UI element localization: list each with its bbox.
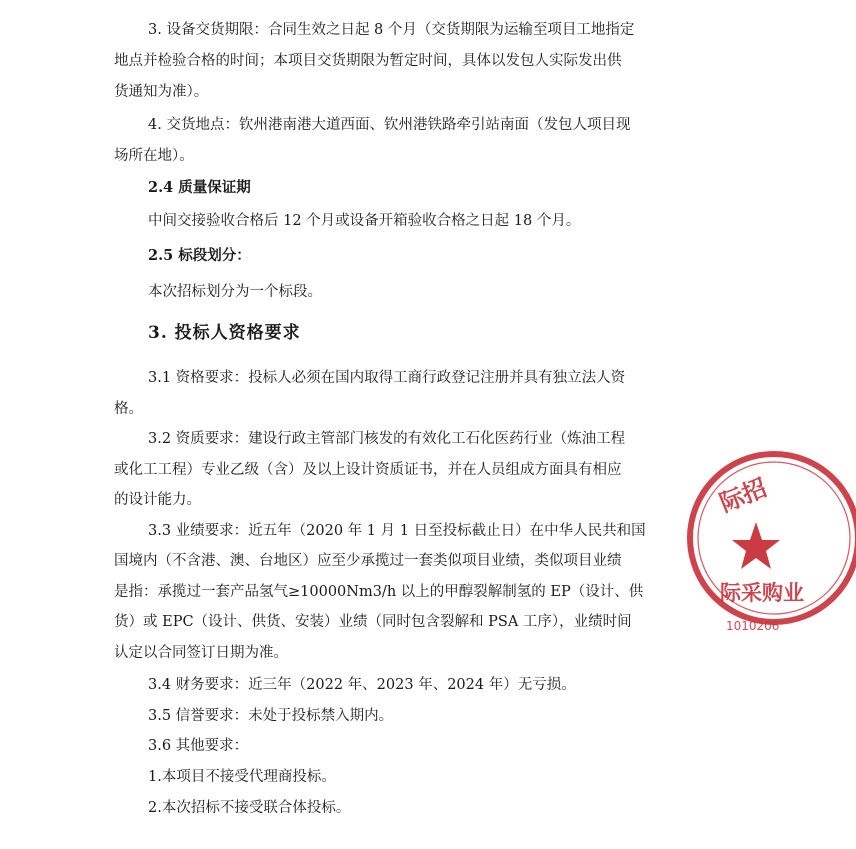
text-line: 3.4 财务要求：近三年（2022 年、2023 年、2024 年）无亏损。 — [148, 677, 576, 693]
seal-text-bottom: 1010206 — [726, 619, 780, 633]
section-heading-3: 3. 投标人资格要求 — [148, 323, 301, 343]
text-line: 3.3 业绩要求：近五年（2020 年 1 月 1 日至投标截止日）在中华人民共和国 — [148, 523, 646, 539]
text-line: 本次招标划分为一个标段。 — [148, 284, 322, 300]
text-line: 地点并检验合格的时间；本项目交货期限为暂定时间，具体以发包人实际发出供 — [114, 53, 622, 69]
text-line: 4. 交货地点：钦州港南港大道西面、钦州港铁路牵引站南面（发包人项目现 — [148, 117, 631, 133]
text-line: 3.6 其他要求： — [148, 738, 249, 754]
text-line: 的设计能力。 — [114, 492, 201, 508]
text-line: 货通知为准）。 — [114, 84, 209, 100]
text-line: 3.5 信誉要求：未处于投标禁入期内。 — [148, 708, 394, 724]
text-line: 中间交接验收合格后 12 个月或设备开箱验收合格之日起 18 个月。 — [148, 213, 581, 229]
text-line: 场所在地）。 — [114, 148, 194, 164]
seal-star-icon — [732, 522, 780, 569]
text-line: 2.本次招标不接受联合体投标。 — [148, 800, 351, 816]
official-seal-stamp — [676, 440, 856, 636]
text-line: 3. 设备交货期限：合同生效之日起 8 个月（交货期限为运输至项目工地指定 — [148, 22, 635, 38]
text-line: 3.2 资质要求：建设行政主管部门核发的有效化工石化医药行业（炼油工程 — [148, 431, 626, 447]
text-line: 格。 — [114, 401, 143, 417]
text-line: 是指：承揽过一套产品氢气≥10000Nm3/h 以上的甲醇裂解制氢的 EP（设计、供 — [114, 584, 644, 600]
seal-text-middle: 际采购业 — [720, 581, 804, 605]
text-line: 认定以合同签订日期为准。 — [114, 645, 288, 661]
text-line: 国境内（不含港、澳、台地区）应至少承揽过一套类似项目业绩，类似项目业绩 — [114, 553, 622, 569]
text-line: 3.1 资格要求：投标人必须在国内取得工商行政登记注册并具有独立法人资 — [148, 370, 626, 386]
text-line: 货）或 EPC（设计、供货、安装）业绩（同时包含裂解和 PSA 工序），业绩时间 — [114, 614, 632, 630]
text-line: 1.本项目不接受代理商投标。 — [148, 769, 336, 785]
text-line: 或化工工程）专业乙级（含）及以上设计资质证书，并在人员组成方面具有相应 — [114, 462, 622, 478]
section-heading-2-4: 2.4 质量保证期 — [148, 179, 251, 196]
section-heading-2-5: 2.5 标段划分： — [148, 247, 251, 264]
seal-text-top: 际招 — [715, 473, 771, 518]
